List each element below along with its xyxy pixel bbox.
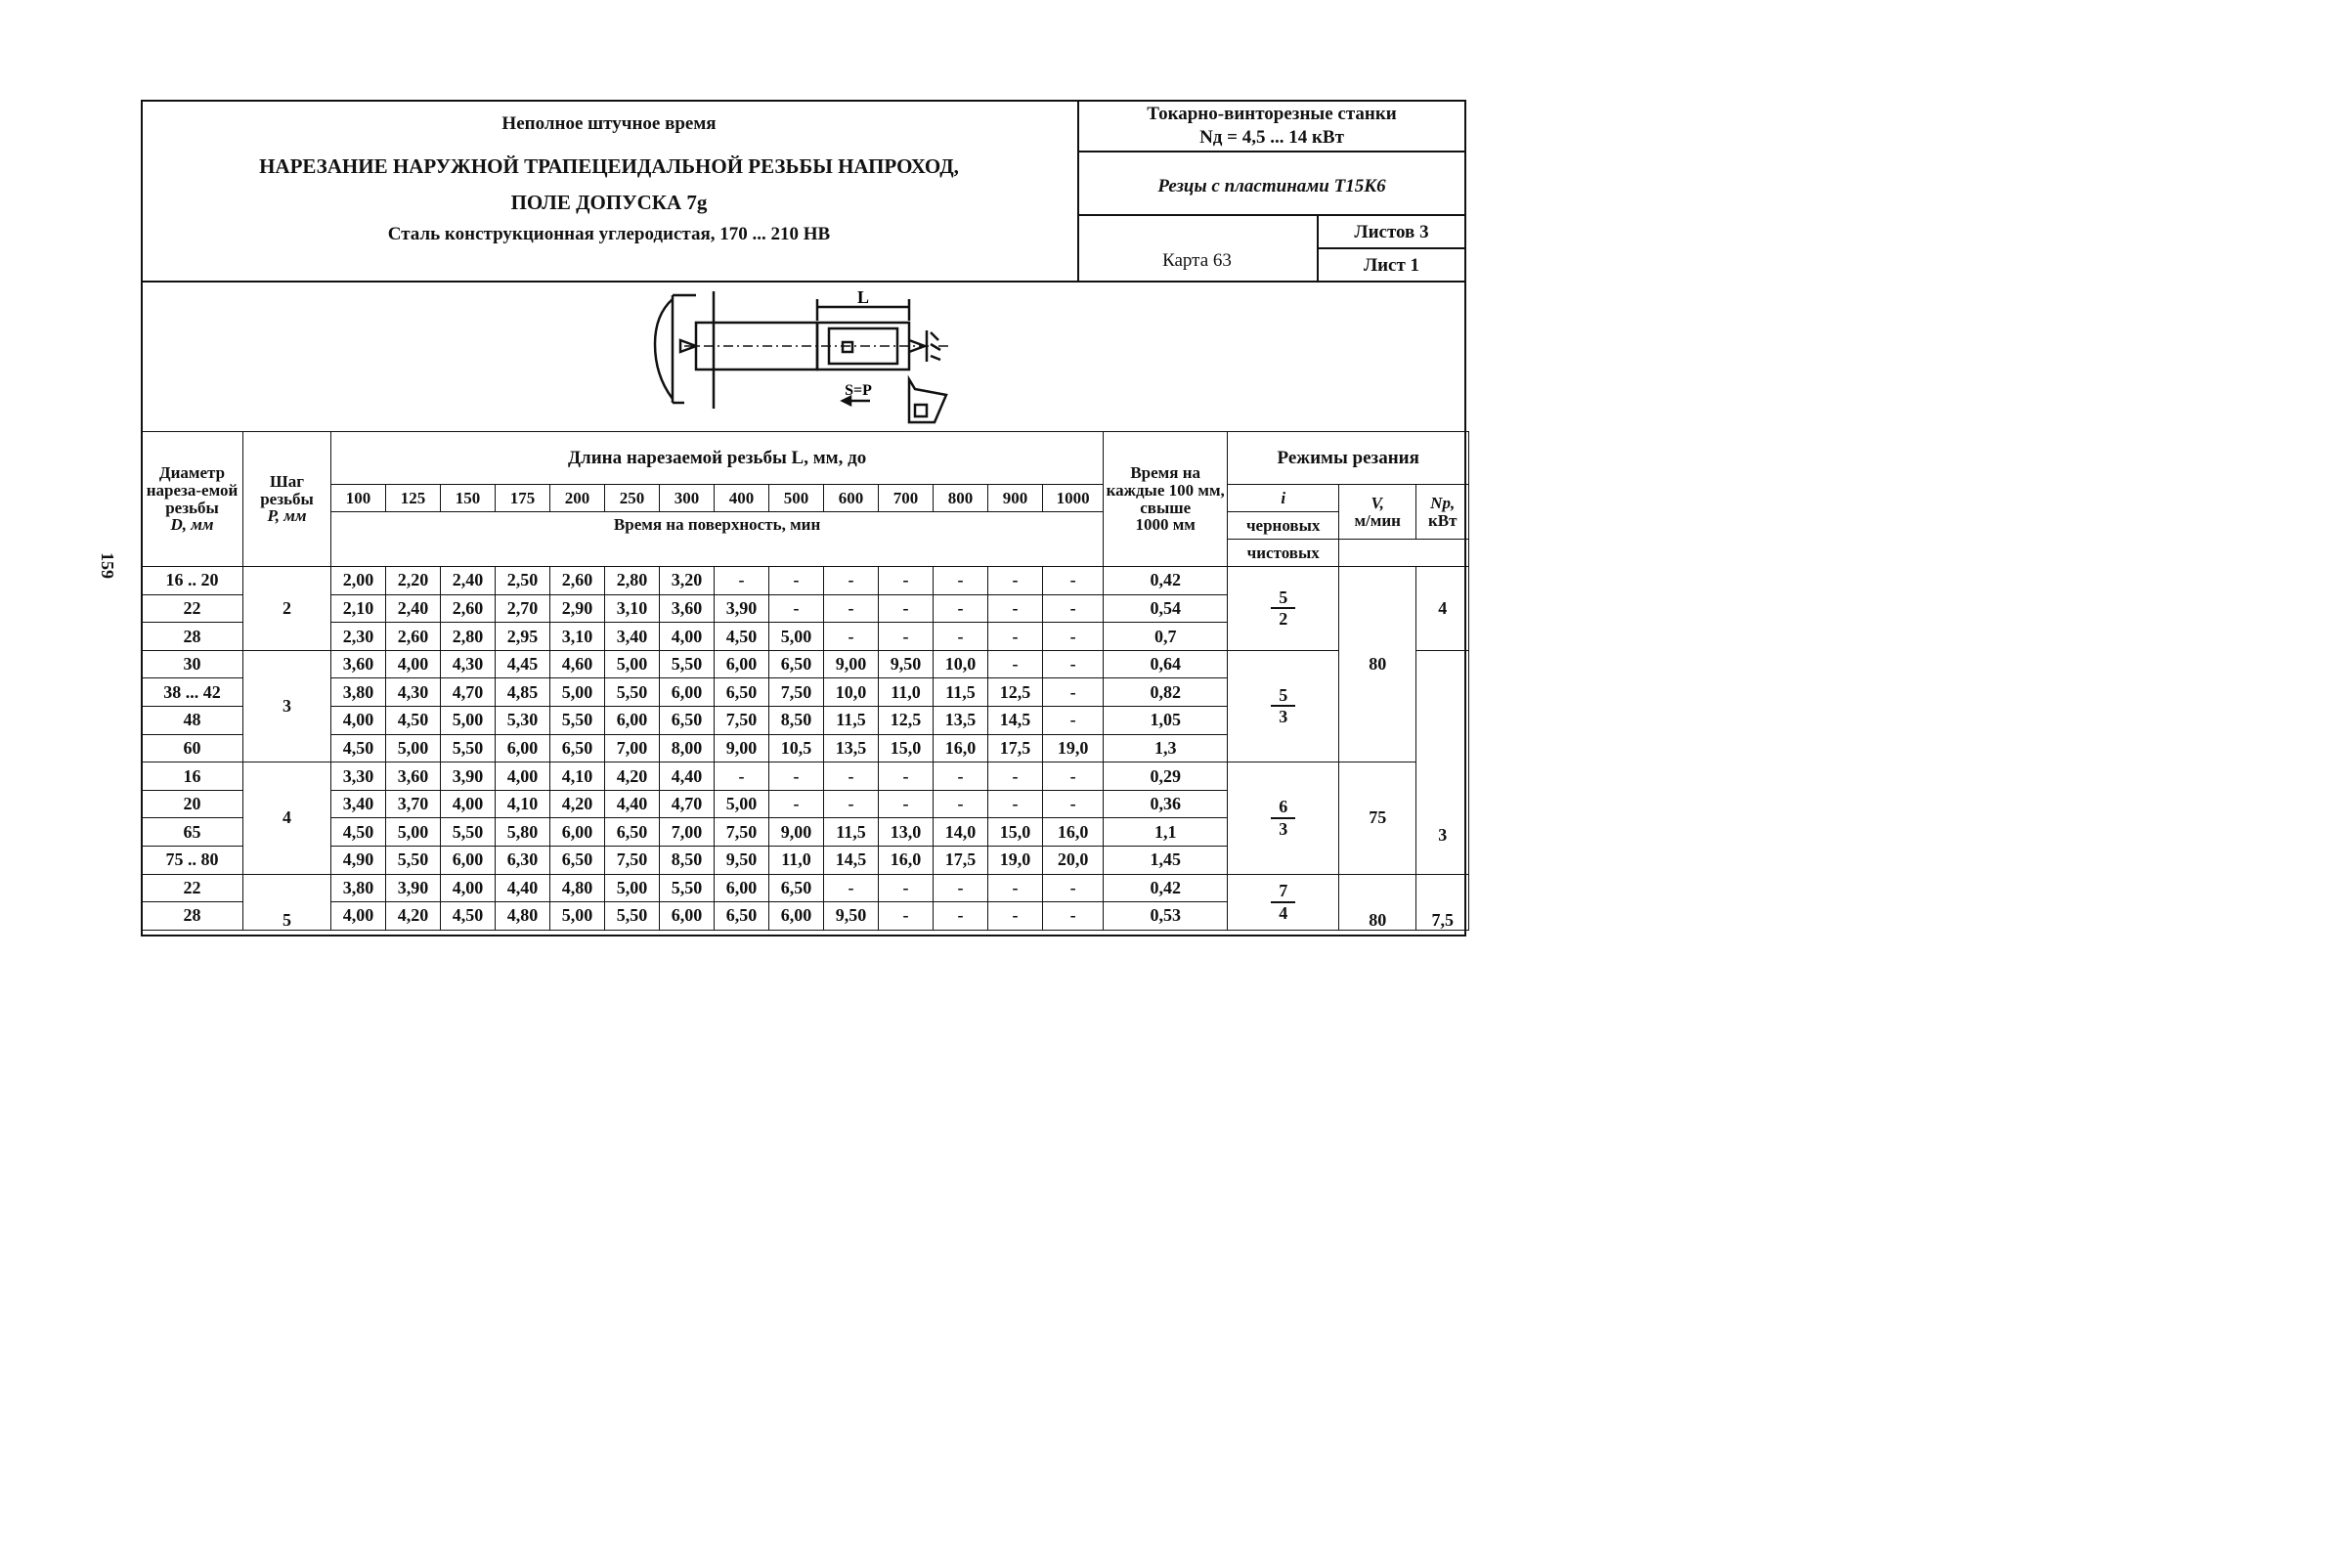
time-cell: 9,00 — [824, 650, 879, 678]
time-cell: - — [1043, 902, 1104, 931]
time-cell: - — [879, 623, 934, 651]
time-cell: - — [824, 874, 879, 902]
time-cell: 6,50 — [769, 874, 824, 902]
time-cell: 5,50 — [605, 902, 660, 931]
extra-time-cell: 0,42 — [1104, 874, 1228, 902]
time-cell: - — [769, 762, 824, 791]
length-header-cell: 500 — [769, 485, 824, 512]
time-cell: - — [1043, 874, 1104, 902]
length-header-cell: 300 — [660, 485, 715, 512]
time-cell: 6,00 — [715, 874, 769, 902]
passes-cell — [1228, 567, 1339, 651]
time-cell: 13,5 — [934, 706, 988, 734]
time-cell: 4,50 — [331, 734, 386, 762]
col-header-extra-time: Время на каждые 100 мм, свыше 1000 мм — [1104, 432, 1228, 567]
length-header-cell: 800 — [934, 485, 988, 512]
time-cell: 3,10 — [605, 594, 660, 623]
time-cell: 16,0 — [1043, 818, 1104, 847]
extra-time-cell: 1,05 — [1104, 706, 1228, 734]
time-cell: 4,80 — [496, 902, 550, 931]
col-header-diameter: Диаметр нареза-емой резьбы D, мм — [142, 432, 243, 567]
dimension-label-L: L — [856, 287, 870, 307]
time-cell: 16,0 — [934, 734, 988, 762]
time-cell: 5,50 — [660, 650, 715, 678]
time-cell: 2,60 — [386, 623, 441, 651]
time-cell: - — [824, 762, 879, 791]
time-cell: - — [824, 567, 879, 595]
extra-time-cell: 0,54 — [1104, 594, 1228, 623]
time-cell: 17,5 — [934, 846, 988, 874]
time-cell: 3,60 — [386, 762, 441, 791]
length-header-cell: 100 — [331, 485, 386, 512]
power-cell: 3 — [1416, 650, 1469, 874]
passes-rough: 5 — [1271, 588, 1295, 610]
time-cell: 10,5 — [769, 734, 824, 762]
time-cell: - — [1043, 678, 1104, 707]
length-header-cell: 150 — [441, 485, 496, 512]
time-cell: 3,20 — [660, 567, 715, 595]
passes-finish: 2 — [1279, 609, 1288, 630]
time-cell: 2,00 — [331, 567, 386, 595]
time-cell: - — [1043, 594, 1104, 623]
time-cell: 6,50 — [550, 734, 605, 762]
time-cell: 2,80 — [605, 567, 660, 595]
time-cell: 5,50 — [386, 846, 441, 874]
time-cell: 7,50 — [769, 678, 824, 707]
header-divider — [141, 281, 1466, 283]
time-cell: 6,30 — [496, 846, 550, 874]
time-cell: 2,10 — [331, 594, 386, 623]
time-cell: 19,0 — [1043, 734, 1104, 762]
time-cell: 2,20 — [386, 567, 441, 595]
extra-time-cell: 1,3 — [1104, 734, 1228, 762]
diameter-cell: 65 — [142, 818, 243, 847]
time-cell: 6,00 — [769, 902, 824, 931]
time-cell: - — [988, 874, 1043, 902]
col-header-step: Шаг резьбы P, мм — [243, 432, 331, 567]
page-number: 159 — [98, 552, 117, 579]
time-cell: 14,5 — [988, 706, 1043, 734]
time-cell: 3,80 — [331, 678, 386, 707]
time-cell: 9,00 — [715, 734, 769, 762]
time-cell: 9,50 — [824, 902, 879, 931]
time-cell: 5,50 — [605, 678, 660, 707]
passes-cell — [1228, 650, 1339, 762]
time-cell: - — [879, 762, 934, 791]
time-cell: 4,50 — [386, 706, 441, 734]
diameter-cell: 38 ... 42 — [142, 678, 243, 707]
time-cell: 4,85 — [496, 678, 550, 707]
time-cell: - — [988, 790, 1043, 818]
header-right-divider-2 — [1077, 214, 1466, 216]
time-cell: 2,95 — [496, 623, 550, 651]
time-cell: 4,00 — [441, 790, 496, 818]
time-cell: 4,10 — [496, 790, 550, 818]
col-header-blank — [1339, 540, 1469, 567]
col-header-power: Nр, кВт — [1416, 485, 1469, 540]
time-cell: 7,00 — [605, 734, 660, 762]
time-cell: 11,0 — [769, 846, 824, 874]
time-cell: - — [879, 567, 934, 595]
time-cell: 10,0 — [934, 650, 988, 678]
header-right-divider-1 — [1077, 151, 1466, 152]
time-cell: 14,5 — [824, 846, 879, 874]
extra-time-cell: 0,64 — [1104, 650, 1228, 678]
passes-rough: 5 — [1271, 685, 1295, 708]
time-cell: 4,00 — [331, 706, 386, 734]
time-cell: 5,00 — [715, 790, 769, 818]
passes-fraction — [1271, 881, 1295, 923]
time-cell: 11,5 — [824, 818, 879, 847]
time-cell: 10,0 — [824, 678, 879, 707]
passes-finish: 4 — [1279, 902, 1288, 923]
time-cell: 3,30 — [331, 762, 386, 791]
time-cell: 6,50 — [715, 678, 769, 707]
time-cell: 3,70 — [386, 790, 441, 818]
time-cell: 6,50 — [715, 902, 769, 931]
page-title: НАРЕЗАНИЕ НАРУЖНОЙ ТРАПЕЦЕИДАЛЬНОЙ РЕЗЬБЫ НАПРОХОД, — [259, 154, 959, 178]
extra-time-cell: 0,82 — [1104, 678, 1228, 707]
time-cell: - — [1043, 706, 1104, 734]
time-cell: 5,50 — [441, 818, 496, 847]
time-cell: 11,5 — [934, 678, 988, 707]
time-cell: 2,40 — [441, 567, 496, 595]
time-cell: 7,50 — [715, 706, 769, 734]
time-cell: 8,50 — [660, 846, 715, 874]
table-row — [142, 762, 1469, 791]
time-cell: 12,5 — [879, 706, 934, 734]
time-cell: - — [934, 623, 988, 651]
extra-time-cell: 0,42 — [1104, 567, 1228, 595]
time-cell: 13,0 — [879, 818, 934, 847]
time-cell: - — [988, 567, 1043, 595]
time-cell: - — [988, 623, 1043, 651]
diameter-cell: 22 — [142, 594, 243, 623]
time-cell: 4,50 — [715, 623, 769, 651]
time-cell: - — [824, 623, 879, 651]
time-cell: 3,40 — [331, 790, 386, 818]
step-cell: 4 — [243, 762, 331, 874]
time-cell: 2,70 — [496, 594, 550, 623]
diameter-cell: 60 — [142, 734, 243, 762]
length-header-cell: 175 — [496, 485, 550, 512]
col-header-surface-time: Время на поверхность, мин — [331, 512, 1104, 567]
time-cell: 16,0 — [879, 846, 934, 874]
time-cell: - — [715, 567, 769, 595]
time-cell: 2,40 — [386, 594, 441, 623]
time-cell: 5,00 — [441, 706, 496, 734]
passes-fraction — [1271, 685, 1295, 727]
col-header-passes: i — [1228, 485, 1339, 512]
time-cell: 4,20 — [605, 762, 660, 791]
time-cell: - — [715, 762, 769, 791]
time-cell: 5,30 — [496, 706, 550, 734]
power-cell: 7,5 — [1416, 874, 1469, 930]
time-cell: 19,0 — [988, 846, 1043, 874]
time-cell: 2,60 — [550, 567, 605, 595]
time-cell: 6,50 — [660, 706, 715, 734]
col-header-finish: чистовых — [1228, 540, 1339, 567]
time-cell: 5,00 — [769, 623, 824, 651]
time-cell: 17,5 — [988, 734, 1043, 762]
time-cell: 20,0 — [1043, 846, 1104, 874]
time-cell: 4,00 — [496, 762, 550, 791]
time-cell: 5,00 — [550, 678, 605, 707]
time-cell: 3,90 — [441, 762, 496, 791]
extra-time-cell: 0,36 — [1104, 790, 1228, 818]
diameter-cell: 16 — [142, 762, 243, 791]
time-cell: 4,00 — [331, 902, 386, 931]
time-cell: - — [934, 594, 988, 623]
diameter-cell: 30 — [142, 650, 243, 678]
page-title-line2: ПОЛЕ ДОПУСКА 7g — [510, 191, 708, 214]
time-cell: 5,00 — [550, 902, 605, 931]
time-cell: 4,10 — [550, 762, 605, 791]
time-cell: 6,00 — [660, 902, 715, 931]
time-cell: 4,70 — [660, 790, 715, 818]
time-cell: - — [1043, 790, 1104, 818]
time-cell: 4,40 — [605, 790, 660, 818]
speed-cell: 80 — [1339, 874, 1416, 930]
diameter-cell: 20 — [142, 790, 243, 818]
time-cell: - — [988, 594, 1043, 623]
extra-time-cell: 1,45 — [1104, 846, 1228, 874]
machine-power: Nд = 4,5 ... 14 кВт — [1199, 127, 1344, 148]
time-cell: 9,50 — [879, 650, 934, 678]
diameter-cell: 28 — [142, 623, 243, 651]
time-cell: 5,50 — [660, 874, 715, 902]
time-cell: - — [824, 790, 879, 818]
time-cell: 9,50 — [715, 846, 769, 874]
diameter-cell: 22 — [142, 874, 243, 902]
time-cell: 8,00 — [660, 734, 715, 762]
time-cell: 4,45 — [496, 650, 550, 678]
length-header-cell: 600 — [824, 485, 879, 512]
extra-time-cell: 0,7 — [1104, 623, 1228, 651]
time-cell: - — [879, 790, 934, 818]
time-cell: 5,00 — [605, 874, 660, 902]
time-cell: 3,90 — [715, 594, 769, 623]
time-cell: - — [879, 902, 934, 931]
time-cell: 3,40 — [605, 623, 660, 651]
table-row — [142, 874, 1469, 902]
time-cell: 13,5 — [824, 734, 879, 762]
time-cell: - — [934, 874, 988, 902]
time-cell: 4,40 — [496, 874, 550, 902]
time-cell: 4,80 — [550, 874, 605, 902]
table-row — [142, 650, 1469, 678]
col-header-modes: Режимы резания — [1228, 432, 1469, 485]
time-cell: 4,00 — [386, 650, 441, 678]
passes-fraction — [1271, 588, 1295, 630]
time-cell: - — [824, 594, 879, 623]
time-cell: 14,0 — [934, 818, 988, 847]
time-cell: 6,00 — [441, 846, 496, 874]
length-header-cell: 900 — [988, 485, 1043, 512]
time-cell: - — [879, 874, 934, 902]
time-cell: 5,50 — [441, 734, 496, 762]
time-cell: - — [934, 790, 988, 818]
passes-cell — [1228, 762, 1339, 874]
length-header-cell: 700 — [879, 485, 934, 512]
table-row — [142, 567, 1469, 595]
header-subtitle: Неполное штучное время — [501, 113, 717, 134]
time-cell: 11,5 — [824, 706, 879, 734]
time-cell: 4,20 — [550, 790, 605, 818]
card-number: Карта 63 — [1162, 250, 1232, 271]
tool-type: Резцы с пластинами Т15К6 — [1157, 176, 1386, 196]
time-cell: - — [934, 762, 988, 791]
time-cell: 3,80 — [331, 874, 386, 902]
passes-fraction — [1271, 797, 1295, 839]
time-cell: 4,60 — [550, 650, 605, 678]
time-cell: 4,50 — [441, 902, 496, 931]
feed-label: S=P — [845, 382, 872, 399]
time-cell: - — [1043, 650, 1104, 678]
col-header-length: Длина нарезаемой резьбы L, мм, до — [331, 432, 1104, 485]
time-cell: - — [769, 790, 824, 818]
time-cell: 3,60 — [331, 650, 386, 678]
power-cell: 4 — [1416, 567, 1469, 651]
time-cell: 3,90 — [386, 874, 441, 902]
time-cell: 2,80 — [441, 623, 496, 651]
chuck-outline — [655, 299, 673, 399]
extra-time-cell: 0,29 — [1104, 762, 1228, 791]
time-cell: 5,00 — [605, 650, 660, 678]
sheet-number: Лист 1 — [1363, 255, 1420, 276]
time-cell: 6,00 — [660, 678, 715, 707]
time-cell: 8,50 — [769, 706, 824, 734]
extra-time-cell: 0,53 — [1104, 902, 1228, 931]
length-header-cell: 400 — [715, 485, 769, 512]
time-cell: - — [879, 594, 934, 623]
sheets-count: Листов 3 — [1354, 222, 1429, 242]
time-cell: 6,00 — [715, 650, 769, 678]
passes-finish: 3 — [1279, 707, 1288, 727]
time-cell: 15,0 — [988, 818, 1043, 847]
time-cell: 4,70 — [441, 678, 496, 707]
lathe-setup-diagram — [626, 285, 978, 430]
time-cell: 2,90 — [550, 594, 605, 623]
time-cell: 5,00 — [386, 734, 441, 762]
time-cell: 11,0 — [879, 678, 934, 707]
col-header-rough: черновых — [1228, 512, 1339, 540]
col-header-speed: V, м/мин — [1339, 485, 1416, 540]
time-cell: 7,50 — [715, 818, 769, 847]
time-cell: - — [769, 567, 824, 595]
length-header-cell: 1000 — [1043, 485, 1104, 512]
time-cell: 12,5 — [988, 678, 1043, 707]
time-cell: - — [1043, 623, 1104, 651]
time-cell: 7,50 — [605, 846, 660, 874]
machine-type: Токарно-винторезные станки — [1147, 104, 1397, 124]
time-cell: - — [769, 594, 824, 623]
time-cell: 5,80 — [496, 818, 550, 847]
time-cell: 15,0 — [879, 734, 934, 762]
time-cell: 6,50 — [605, 818, 660, 847]
diameter-cell: 16 .. 20 — [142, 567, 243, 595]
passes-rough: 6 — [1271, 797, 1295, 819]
step-cell: 5 — [243, 874, 331, 930]
time-cell: 2,30 — [331, 623, 386, 651]
passes-cell — [1228, 874, 1339, 930]
time-cell: 7,00 — [660, 818, 715, 847]
time-cell: 6,00 — [496, 734, 550, 762]
length-header-cell: 125 — [386, 485, 441, 512]
time-cell: 3,60 — [660, 594, 715, 623]
diameter-cell: 75 .. 80 — [142, 846, 243, 874]
passes-finish: 3 — [1279, 818, 1288, 839]
time-cell: 4,30 — [441, 650, 496, 678]
time-cell: 4,90 — [331, 846, 386, 874]
time-cell: 4,20 — [386, 902, 441, 931]
time-cell: - — [1043, 762, 1104, 791]
time-cell: 6,50 — [550, 846, 605, 874]
speed-cell: 75 — [1339, 762, 1416, 874]
time-cell: 6,00 — [605, 706, 660, 734]
time-cell: 5,50 — [550, 706, 605, 734]
time-cell: 6,50 — [769, 650, 824, 678]
time-cell: 2,60 — [441, 594, 496, 623]
material-line: Сталь конструкционная углеродистая, 170 ... 210 НВ — [387, 224, 831, 244]
cutting-time-table — [141, 431, 1469, 931]
time-cell: - — [988, 650, 1043, 678]
length-header-cell: 250 — [605, 485, 660, 512]
time-cell: 4,40 — [660, 762, 715, 791]
time-cell: - — [934, 902, 988, 931]
speed-cell: 80 — [1339, 567, 1416, 762]
time-cell: 2,50 — [496, 567, 550, 595]
step-cell: 3 — [243, 650, 331, 762]
extra-time-cell: 1,1 — [1104, 818, 1228, 847]
time-cell: - — [988, 902, 1043, 931]
time-cell: - — [1043, 567, 1104, 595]
time-cell: 9,00 — [769, 818, 824, 847]
time-cell: 4,30 — [386, 678, 441, 707]
diameter-cell: 48 — [142, 706, 243, 734]
time-cell: 5,00 — [386, 818, 441, 847]
time-cell: 4,00 — [660, 623, 715, 651]
time-cell: 3,10 — [550, 623, 605, 651]
length-header-cell: 200 — [550, 485, 605, 512]
step-cell: 2 — [243, 567, 331, 651]
passes-rough: 7 — [1271, 881, 1295, 903]
header-sheet-hdivider — [1317, 247, 1466, 249]
time-cell: 4,50 — [331, 818, 386, 847]
time-cell: 4,00 — [441, 874, 496, 902]
time-cell: - — [988, 762, 1043, 791]
time-cell: 6,00 — [550, 818, 605, 847]
time-cell: - — [934, 567, 988, 595]
diameter-cell: 28 — [142, 902, 243, 931]
